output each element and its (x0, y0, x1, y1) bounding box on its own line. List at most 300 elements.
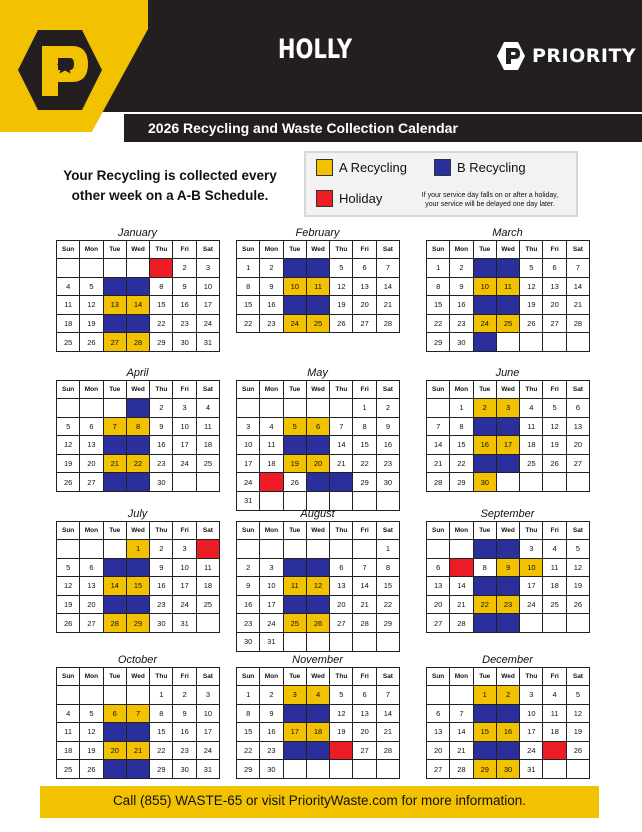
day-cell: 20 (566, 436, 589, 455)
week-row (237, 704, 400, 723)
day-cell: 31 (260, 632, 283, 651)
day-cell: 3 (260, 558, 283, 577)
day-cell: 3 (237, 417, 260, 436)
day-cell: 9 (237, 577, 260, 596)
day-cell: 19 (57, 595, 80, 614)
day-cell: 30 (260, 760, 283, 779)
day-cell: 8 (237, 277, 260, 296)
day-cell (543, 614, 566, 633)
day-cell: 5 (330, 686, 353, 705)
day-cell: 31 (473, 333, 496, 352)
day-cell: 17 (496, 436, 519, 455)
day-cell: 4 (57, 277, 80, 296)
day-cell (173, 473, 196, 492)
day-cell: 10 (196, 704, 219, 723)
day-cell: 23 (496, 741, 519, 760)
weekday-header: Wed (126, 668, 149, 686)
month-table (426, 380, 590, 492)
day-cell (237, 399, 260, 418)
day-cell: 14 (450, 723, 473, 742)
day-cell: 29 (353, 473, 376, 492)
day-cell: 4 (57, 704, 80, 723)
day-cell: 14 (450, 577, 473, 596)
day-cell: 26 (80, 760, 103, 779)
weekday-header: Sun (57, 522, 80, 540)
day-cell: 23 (173, 314, 196, 333)
weekday-header: Fri (173, 668, 196, 686)
weekday-header: Tue (283, 381, 306, 399)
day-cell: 9 (150, 417, 173, 436)
day-cell: 15 (473, 577, 496, 596)
weekday-header: Wed (496, 241, 519, 259)
day-cell: 11 (260, 436, 283, 455)
day-cell: 7 (126, 277, 149, 296)
week-row (427, 417, 590, 436)
day-cell: 7 (566, 259, 589, 278)
month-april (56, 366, 219, 492)
day-cell: 6 (330, 558, 353, 577)
day-cell: 4 (196, 399, 219, 418)
day-cell (80, 399, 103, 418)
day-cell: 1 (150, 686, 173, 705)
day-cell: 24 (520, 595, 543, 614)
weekday-header: Fri (353, 522, 376, 540)
day-cell: 25 (520, 454, 543, 473)
day-cell (496, 473, 519, 492)
day-cell: 22 (237, 741, 260, 760)
weekday-header: Sat (196, 241, 219, 259)
day-cell (196, 614, 219, 633)
day-cell: 29 (376, 614, 399, 633)
day-cell: 20 (427, 741, 450, 760)
day-cell (427, 540, 450, 559)
day-cell: 22 (126, 595, 149, 614)
day-cell: 6 (427, 558, 450, 577)
weekday-header: Thu (150, 241, 173, 259)
day-cell: 29 (473, 760, 496, 779)
week-row (427, 595, 590, 614)
week-row (427, 473, 590, 492)
day-cell: 30 (150, 614, 173, 633)
day-cell: 22 (150, 314, 173, 333)
day-cell (126, 686, 149, 705)
weekday-header: Sun (427, 381, 450, 399)
weekday-header: Thu (330, 522, 353, 540)
week-row (237, 540, 400, 559)
month-june (426, 366, 589, 492)
day-cell: 8 (473, 704, 496, 723)
day-cell: 30 (473, 473, 496, 492)
day-cell: 12 (566, 558, 589, 577)
weekday-header: Sat (196, 668, 219, 686)
weekday-header: Wed (306, 522, 329, 540)
day-cell: 23 (150, 454, 173, 473)
weekday-header: Sat (196, 522, 219, 540)
month-november (236, 653, 399, 779)
weekday-header: Thu (150, 381, 173, 399)
day-cell: 14 (353, 577, 376, 596)
day-cell: 4 (260, 417, 283, 436)
weekday-header: Tue (103, 381, 126, 399)
day-cell: 26 (330, 741, 353, 760)
day-cell: 13 (80, 577, 103, 596)
day-cell: 21 (103, 454, 126, 473)
weekday-header: Thu (330, 381, 353, 399)
day-cell (376, 632, 399, 651)
day-cell: 3 (473, 259, 496, 278)
day-cell: 17 (173, 577, 196, 596)
week-row (237, 632, 400, 651)
legend-b (434, 159, 526, 176)
month-name: March (492, 227, 523, 239)
day-cell: 13 (543, 277, 566, 296)
day-cell: 20 (103, 314, 126, 333)
day-cell: 14 (103, 577, 126, 596)
day-cell: 7 (353, 558, 376, 577)
day-cell: 16 (150, 436, 173, 455)
day-cell: 22 (427, 314, 450, 333)
day-cell: 18 (196, 577, 219, 596)
weekday-header: Tue (283, 522, 306, 540)
week-row (57, 558, 220, 577)
month-name: April (126, 367, 149, 379)
week-row (57, 259, 220, 278)
day-cell: 2 (376, 399, 399, 418)
week-row (237, 577, 400, 596)
day-cell: 5 (57, 417, 80, 436)
day-cell: 4 (306, 686, 329, 705)
weekday-header: Tue (473, 668, 496, 686)
month-table (426, 521, 590, 633)
b-swatch (434, 159, 451, 176)
day-cell: 27 (566, 454, 589, 473)
holiday-note (406, 191, 574, 209)
day-cell: 9 (450, 277, 473, 296)
weekday-header: Fri (173, 381, 196, 399)
day-cell: 4 (496, 259, 519, 278)
weekday-header: Tue (103, 522, 126, 540)
legend-holiday-label: Holiday (339, 191, 383, 206)
day-cell: 25 (496, 314, 519, 333)
day-cell: 2 (450, 259, 473, 278)
day-cell: 2 (260, 686, 283, 705)
week-row (57, 686, 220, 705)
day-cell: 30 (496, 614, 519, 633)
note-line-2: your service will be delayed one day later. (425, 201, 555, 208)
day-cell: 6 (353, 259, 376, 278)
day-cell: 28 (427, 473, 450, 492)
day-cell: 25 (543, 741, 566, 760)
day-cell (427, 686, 450, 705)
month-table (56, 240, 220, 352)
weekday-header: Wed (496, 668, 519, 686)
day-cell: 10 (196, 277, 219, 296)
day-cell: 26 (566, 741, 589, 760)
day-cell: 10 (496, 417, 519, 436)
day-cell: 26 (543, 454, 566, 473)
day-cell: 31 (196, 333, 219, 352)
week-row (427, 577, 590, 596)
day-cell: 24 (496, 454, 519, 473)
day-cell: 8 (150, 704, 173, 723)
weekday-header: Sat (566, 522, 589, 540)
day-cell (283, 632, 306, 651)
day-cell (103, 540, 126, 559)
day-cell: 13 (427, 723, 450, 742)
day-cell (283, 399, 306, 418)
month-january (56, 226, 219, 352)
month-table (56, 667, 220, 779)
day-cell: 20 (103, 741, 126, 760)
day-cell: 5 (330, 259, 353, 278)
day-cell (520, 614, 543, 633)
day-cell (427, 399, 450, 418)
month-table (236, 521, 400, 652)
month-table (236, 240, 400, 333)
day-cell: 8 (237, 704, 260, 723)
day-cell: 4 (543, 686, 566, 705)
day-cell: 15 (237, 723, 260, 742)
day-cell: 15 (427, 296, 450, 315)
week-row (237, 259, 400, 278)
week-row (427, 723, 590, 742)
day-cell (260, 399, 283, 418)
day-cell: 13 (427, 577, 450, 596)
week-row (57, 577, 220, 596)
day-cell: 10 (520, 704, 543, 723)
day-cell (353, 760, 376, 779)
day-cell: 26 (306, 614, 329, 633)
day-cell: 23 (473, 454, 496, 473)
day-cell: 19 (330, 296, 353, 315)
day-cell: 21 (126, 741, 149, 760)
weekday-header: Thu (150, 522, 173, 540)
day-cell: 10 (520, 558, 543, 577)
day-cell: 8 (427, 277, 450, 296)
day-cell: 8 (353, 417, 376, 436)
day-cell: 30 (150, 473, 173, 492)
day-cell: 21 (450, 741, 473, 760)
day-cell (566, 333, 589, 352)
weekday-header: Fri (173, 522, 196, 540)
weekday-header: Mon (260, 381, 283, 399)
day-cell: 4 (543, 540, 566, 559)
weekday-header: Fri (543, 241, 566, 259)
day-cell: 21 (427, 454, 450, 473)
weekday-header: Thu (330, 241, 353, 259)
day-cell: 2 (150, 399, 173, 418)
day-cell: 10 (283, 277, 306, 296)
weekday-header: Sun (427, 241, 450, 259)
week-row (57, 333, 220, 352)
weekday-header: Thu (520, 241, 543, 259)
month-september (426, 507, 589, 633)
day-cell: 11 (520, 417, 543, 436)
day-cell: 14 (103, 436, 126, 455)
day-cell: 22 (237, 314, 260, 333)
day-cell: 24 (520, 741, 543, 760)
day-cell: 13 (103, 296, 126, 315)
day-cell: 15 (353, 436, 376, 455)
day-cell: 23 (237, 614, 260, 633)
week-row (427, 760, 590, 779)
day-cell (283, 760, 306, 779)
day-cell: 9 (376, 417, 399, 436)
weekday-header: Tue (473, 241, 496, 259)
day-cell (353, 540, 376, 559)
month-name: July (127, 508, 148, 520)
day-cell: 19 (543, 436, 566, 455)
day-cell: 31 (237, 491, 260, 510)
day-cell: 5 (566, 686, 589, 705)
day-cell (520, 333, 543, 352)
day-cell: 6 (80, 558, 103, 577)
day-cell: 13 (566, 417, 589, 436)
day-cell: 5 (80, 277, 103, 296)
day-cell: 12 (283, 436, 306, 455)
day-cell: 8 (450, 417, 473, 436)
day-cell (57, 399, 80, 418)
legend-b-label: B Recycling (457, 160, 526, 175)
day-cell: 25 (57, 760, 80, 779)
day-cell: 19 (566, 723, 589, 742)
month-october (56, 653, 219, 779)
day-cell: 30 (173, 760, 196, 779)
day-cell: 12 (566, 704, 589, 723)
day-cell: 29 (450, 473, 473, 492)
weekday-header: Sun (57, 381, 80, 399)
month-name: February (295, 227, 340, 239)
weekday-header: Fri (543, 522, 566, 540)
day-cell: 22 (353, 454, 376, 473)
day-cell: 3 (520, 686, 543, 705)
day-cell (543, 333, 566, 352)
day-cell: 25 (196, 595, 219, 614)
month-table (236, 667, 400, 779)
day-cell: 20 (353, 723, 376, 742)
day-cell: 5 (283, 417, 306, 436)
day-cell: 29 (473, 614, 496, 633)
week-row (57, 723, 220, 742)
day-cell: 26 (57, 473, 80, 492)
month-december (426, 653, 589, 779)
day-cell: 7 (330, 417, 353, 436)
weekday-header: Mon (260, 668, 283, 686)
intro-line-2: other week on a A-B Schedule. (71, 188, 269, 203)
day-cell (543, 760, 566, 779)
note-line-1: If your service day falls on or after a holiday, (421, 192, 559, 199)
day-cell: 9 (260, 704, 283, 723)
weekday-header: Sat (376, 381, 399, 399)
day-cell: 9 (473, 417, 496, 436)
month-table (56, 380, 220, 492)
day-cell: 16 (150, 577, 173, 596)
brand-p-icon (496, 41, 526, 71)
day-cell: 19 (80, 314, 103, 333)
day-cell: 6 (543, 259, 566, 278)
day-cell: 18 (543, 723, 566, 742)
day-cell: 20 (330, 595, 353, 614)
footer-contact: Call (855) WASTE-65 or visit PriorityWaste.com for more information. (112, 793, 527, 808)
day-cell: 28 (103, 614, 126, 633)
day-cell: 1 (150, 259, 173, 278)
day-cell: 18 (57, 741, 80, 760)
weekday-header: Sun (57, 241, 80, 259)
day-cell: 25 (196, 454, 219, 473)
day-cell (57, 686, 80, 705)
week-row (427, 333, 590, 352)
day-cell: 21 (126, 314, 149, 333)
weekday-header: Fri (353, 668, 376, 686)
day-cell: 27 (427, 614, 450, 633)
day-cell: 18 (196, 436, 219, 455)
day-cell (306, 760, 329, 779)
day-cell: 14 (566, 277, 589, 296)
week-row (427, 704, 590, 723)
day-cell: 24 (196, 314, 219, 333)
holiday-swatch (316, 190, 333, 207)
day-cell: 23 (260, 314, 283, 333)
weekday-header: Mon (260, 241, 283, 259)
day-cell: 11 (496, 277, 519, 296)
day-cell: 19 (330, 723, 353, 742)
weekday-header: Mon (450, 381, 473, 399)
day-cell: 9 (496, 558, 519, 577)
week-row (237, 314, 400, 333)
day-cell: 12 (80, 296, 103, 315)
day-cell: 6 (103, 277, 126, 296)
a-swatch (316, 159, 333, 176)
day-cell: 19 (283, 454, 306, 473)
week-row (427, 296, 590, 315)
day-cell (103, 259, 126, 278)
day-cell (80, 686, 103, 705)
day-cell: 27 (427, 760, 450, 779)
day-cell: 11 (306, 277, 329, 296)
day-cell: 1 (376, 540, 399, 559)
day-cell: 4 (283, 558, 306, 577)
day-cell: 25 (543, 595, 566, 614)
day-cell: 30 (237, 632, 260, 651)
weekday-header: Wed (306, 668, 329, 686)
day-cell: 3 (520, 540, 543, 559)
day-cell (260, 540, 283, 559)
day-cell: 11 (57, 296, 80, 315)
day-cell: 22 (150, 741, 173, 760)
weekday-header: Sun (237, 381, 260, 399)
day-cell: 24 (283, 314, 306, 333)
weekday-header: Wed (306, 241, 329, 259)
day-cell: 28 (450, 614, 473, 633)
weekday-header: Thu (150, 668, 173, 686)
day-cell: 23 (150, 595, 173, 614)
weekday-header: Tue (283, 241, 306, 259)
day-cell: 9 (173, 704, 196, 723)
day-cell: 20 (306, 454, 329, 473)
day-cell: 27 (330, 614, 353, 633)
day-cell (57, 540, 80, 559)
day-cell: 4 (520, 399, 543, 418)
day-cell (103, 686, 126, 705)
month-table (426, 667, 590, 779)
day-cell: 27 (353, 741, 376, 760)
day-cell: 15 (150, 296, 173, 315)
day-cell: 12 (57, 577, 80, 596)
week-row (57, 454, 220, 473)
day-cell (80, 259, 103, 278)
day-cell: 29 (237, 760, 260, 779)
day-cell: 21 (330, 454, 353, 473)
